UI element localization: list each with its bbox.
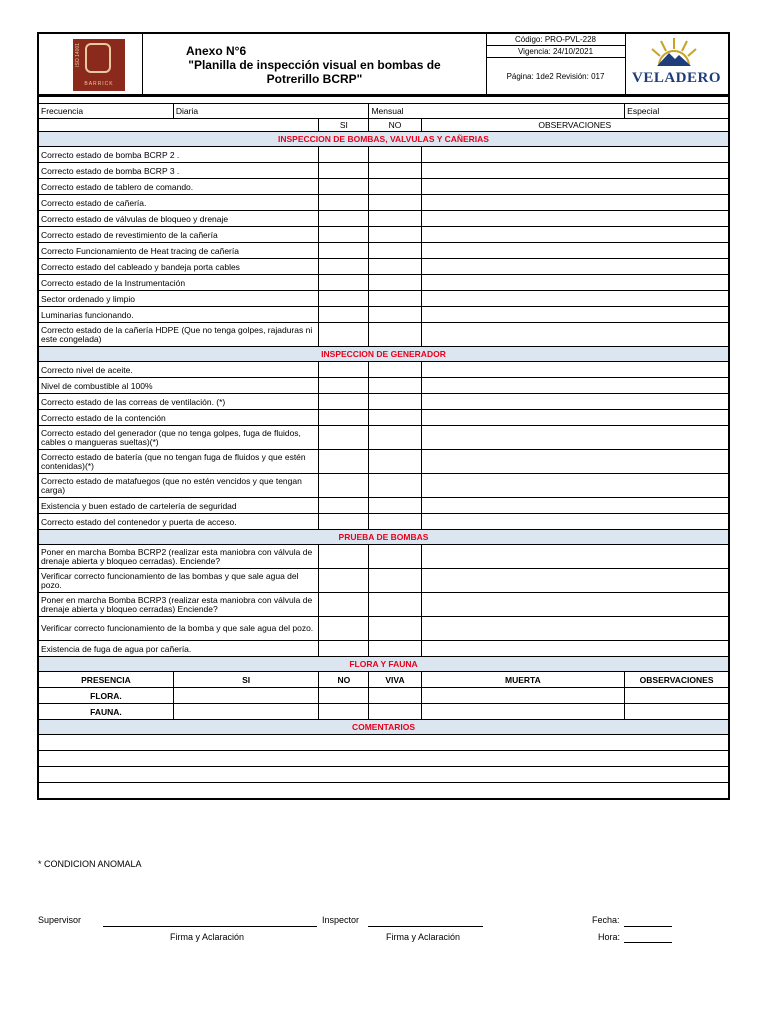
- comment-line[interactable]: [38, 735, 729, 751]
- checklist-row: [38, 641, 729, 657]
- fauna-alive-cell[interactable]: [369, 704, 421, 720]
- no-cell[interactable]: [369, 227, 421, 243]
- fauna-label: FAUNA.: [38, 704, 173, 720]
- no-cell[interactable]: [369, 195, 421, 211]
- checklist-item-label: Correcto estado del generador (que no tenga golpes, fuga de fluidos, cables o mangueras sueltas)(*): [38, 426, 319, 450]
- checklist-item-label: Sector ordenado y limpio: [38, 291, 319, 307]
- checklist-row: [38, 211, 729, 227]
- checklist-row: [38, 450, 729, 474]
- checklist-row: [38, 227, 729, 243]
- flora-fauna-section-header: [38, 657, 729, 672]
- no-cell[interactable]: [369, 275, 421, 291]
- checklist-row: [38, 498, 729, 514]
- no-cell[interactable]: [369, 514, 421, 530]
- ff-header-alive: VIVA: [369, 672, 421, 688]
- checklist-item-label: Verificar correcto funcionamiento de la bomba y que sale agua del pozo.: [38, 617, 319, 641]
- flora-yes-cell[interactable]: [173, 688, 318, 704]
- checklist-item-label: Correcto estado de revestimiento de la cañería: [38, 227, 319, 243]
- checklist-row: [38, 394, 729, 410]
- ff-header-yes: SI: [173, 672, 318, 688]
- observations-cell[interactable]: [421, 569, 729, 593]
- page-revision: Página: 1de2 Revisión: 017: [506, 72, 605, 81]
- yes-cell[interactable]: [319, 275, 369, 291]
- observations-cell[interactable]: [421, 426, 729, 450]
- inspection-form: [37, 32, 730, 800]
- comments-section-header: [38, 720, 729, 735]
- observations-cell[interactable]: [421, 410, 729, 426]
- yes-cell[interactable]: [319, 545, 369, 569]
- section-title: COMENTARIOS: [38, 720, 729, 735]
- checklist-row: [38, 362, 729, 378]
- yes-cell[interactable]: [319, 195, 369, 211]
- flora-no-cell[interactable]: [319, 688, 369, 704]
- yes-cell[interactable]: [319, 410, 369, 426]
- yes-cell[interactable]: [319, 378, 369, 394]
- fauna-observations-cell[interactable]: [625, 704, 729, 720]
- section-title: INSPECCION DE BOMBAS, VALVULAS Y CAÑERIAS: [38, 132, 729, 147]
- checklist-item-label: Correcto estado del cableado y bandeja porta cables: [38, 259, 319, 275]
- comment-line[interactable]: [38, 767, 729, 783]
- checklist-row: [38, 593, 729, 617]
- observations-cell[interactable]: [421, 498, 729, 514]
- observations-cell[interactable]: [421, 593, 729, 617]
- checklist-row: [38, 545, 729, 569]
- yes-cell[interactable]: [319, 569, 369, 593]
- checklist-row: [38, 323, 729, 347]
- checklist-item-label: Verificar correcto funcionamiento de las bombas y que sale agua del pozo.: [38, 569, 319, 593]
- checklist-item-label: Correcto estado de válvulas de bloqueo y drenaje: [38, 211, 319, 227]
- yes-cell[interactable]: [319, 147, 369, 163]
- no-cell[interactable]: [369, 617, 421, 641]
- yes-cell[interactable]: [319, 227, 369, 243]
- yes-cell[interactable]: [319, 641, 369, 657]
- no-header: NO: [369, 119, 421, 132]
- observations-cell[interactable]: [421, 275, 729, 291]
- form-title: "Planilla de inspección visual en bombas de Potrerillo BCRP": [188, 58, 441, 86]
- llama-emblem-icon: [85, 43, 111, 73]
- yes-cell[interactable]: [319, 243, 369, 259]
- yes-cell[interactable]: [319, 259, 369, 275]
- checklist-row: [38, 617, 729, 641]
- no-cell[interactable]: [369, 426, 421, 450]
- no-cell[interactable]: [369, 641, 421, 657]
- section-title: INSPECCION DE GENERADOR: [38, 347, 729, 362]
- no-cell[interactable]: [369, 450, 421, 474]
- section-title: PRUEBA DE BOMBAS: [38, 530, 729, 545]
- checklist-item-label: Correcto estado de la contención: [38, 410, 319, 426]
- observations-cell[interactable]: [421, 617, 729, 641]
- checklist-item-label: Correcto nivel de aceite.: [38, 362, 319, 378]
- time-label: Hora:: [598, 932, 621, 942]
- checklist-item-label: Luminarias funcionando.: [38, 307, 319, 323]
- veladero-logo: [625, 34, 728, 94]
- observations-cell[interactable]: [421, 514, 729, 530]
- checklist-item-label: Correcto estado de las correas de ventilación. (*): [38, 394, 319, 410]
- checklist-row: [38, 307, 729, 323]
- checklist-table: [37, 96, 730, 800]
- checklist-row: [38, 291, 729, 307]
- frequency-daily[interactable]: Diaria: [173, 104, 369, 119]
- ff-header-no: NO: [319, 672, 369, 688]
- observations-cell[interactable]: [421, 291, 729, 307]
- supervisor-signature-line[interactable]: [103, 926, 317, 927]
- fauna-dead-cell[interactable]: [421, 704, 625, 720]
- checklist-item-label: Correcto estado de bomba BCRP 3 .: [38, 163, 319, 179]
- title-cell: [142, 34, 487, 94]
- no-cell[interactable]: [369, 179, 421, 195]
- yes-cell[interactable]: [319, 307, 369, 323]
- checklist-row: [38, 275, 729, 291]
- observations-cell[interactable]: [421, 394, 729, 410]
- no-cell[interactable]: [369, 362, 421, 378]
- checklist-item-label: Correcto estado del contenedor y puerta de acceso.: [38, 514, 319, 530]
- observations-cell[interactable]: [421, 474, 729, 498]
- yes-cell[interactable]: [319, 291, 369, 307]
- checklist-row: [38, 426, 729, 450]
- checklist-item-label: Poner en marcha Bomba BCRP3 (realizar esta maniobra con válvula de drenaje abierta y bloqueo cerradas) Enciende?: [38, 593, 319, 617]
- inspector-signature-caption: Firma y Aclaración: [386, 932, 461, 942]
- yes-cell[interactable]: [319, 362, 369, 378]
- flora-alive-cell[interactable]: [369, 688, 421, 704]
- annex-number: Anexo N°6: [186, 44, 247, 58]
- checklist-row: [38, 163, 729, 179]
- no-cell[interactable]: [369, 545, 421, 569]
- anomaly-note: * CONDICION ANOMALA: [38, 859, 142, 869]
- observations-cell[interactable]: [421, 163, 729, 179]
- document-validity: Vigencia: 24/10/2021: [486, 46, 625, 58]
- flora-observations-cell[interactable]: [625, 688, 729, 704]
- checklist-item-label: Correcto estado de la cañería HDPE (Que no tenga golpes, rajaduras ni este congelada): [38, 323, 319, 347]
- frequency-row: [38, 104, 729, 119]
- ff-header-observations: OBSERVACIONES: [625, 672, 729, 688]
- checklist-row: [38, 259, 729, 275]
- observations-cell[interactable]: [421, 450, 729, 474]
- supervisor-label: Supervisor: [38, 915, 82, 925]
- comment-line[interactable]: [38, 783, 729, 800]
- yes-header: SI: [319, 119, 369, 132]
- fauna-no-cell[interactable]: [319, 704, 369, 720]
- comment-line[interactable]: [38, 751, 729, 767]
- no-cell[interactable]: [369, 259, 421, 275]
- ff-header-dead: MUERTA: [421, 672, 625, 688]
- observations-header: OBSERVACIONES: [421, 119, 729, 132]
- form-header: [37, 32, 730, 96]
- checklist-row: [38, 195, 729, 211]
- yes-cell[interactable]: [319, 498, 369, 514]
- section-header: [38, 530, 729, 545]
- observations-cell[interactable]: [421, 307, 729, 323]
- checklist-row: [38, 243, 729, 259]
- section-header: [38, 132, 729, 147]
- document-code: Código: PRO-PVL-228: [486, 34, 625, 46]
- yes-cell[interactable]: [319, 179, 369, 195]
- supervisor-signature-caption: Firma y Aclaración: [170, 932, 245, 942]
- checklist-item-label: Poner en marcha Bomba BCRP2 (realizar esta maniobra con válvula de drenaje abierta y bloqueo cerradas). Enciende?: [38, 545, 319, 569]
- no-cell[interactable]: [369, 307, 421, 323]
- iso-label: ISO 14001: [75, 43, 81, 67]
- observations-cell[interactable]: [421, 195, 729, 211]
- no-cell[interactable]: [369, 593, 421, 617]
- no-cell[interactable]: [369, 474, 421, 498]
- observations-cell[interactable]: [421, 323, 729, 347]
- checklist-item-label: Existencia de fuga de agua por cañería.: [38, 641, 319, 657]
- checklist-row: [38, 378, 729, 394]
- ff-header-presence: PRESENCIA: [38, 672, 173, 688]
- checklist-row: [38, 514, 729, 530]
- checklist-item-label: Correcto Funcionamiento de Heat tracing de cañería: [38, 243, 319, 259]
- checklist-item-label: Correcto estado de cañería.: [38, 195, 319, 211]
- fauna-row: [38, 704, 729, 720]
- checklist-item-label: Existencia y buen estado de cartelería de seguridad: [38, 498, 319, 514]
- yes-cell[interactable]: [319, 617, 369, 641]
- yes-cell[interactable]: [319, 426, 369, 450]
- brand-name: VELADERO: [631, 70, 721, 86]
- section-header: [38, 347, 729, 362]
- barrick-label: BARRICK: [84, 81, 114, 87]
- date-line[interactable]: [624, 926, 672, 927]
- no-cell[interactable]: [369, 147, 421, 163]
- column-header-row: [38, 119, 729, 132]
- sections-body: [38, 132, 729, 657]
- no-cell[interactable]: [369, 243, 421, 259]
- yes-cell[interactable]: [319, 394, 369, 410]
- flora-dead-cell[interactable]: [421, 688, 625, 704]
- observations-cell[interactable]: [421, 179, 729, 195]
- yes-cell[interactable]: [319, 474, 369, 498]
- yes-cell[interactable]: [319, 514, 369, 530]
- observations-cell[interactable]: [421, 641, 729, 657]
- flora-fauna-header-row: [38, 672, 729, 688]
- checklist-item-label: Correcto estado de batería (que no tengan fuga de fluidos y que estén contenidas)(*): [38, 450, 319, 474]
- observations-cell[interactable]: [421, 259, 729, 275]
- yes-cell[interactable]: [319, 211, 369, 227]
- document-info: [486, 34, 626, 94]
- no-cell[interactable]: [369, 323, 421, 347]
- observations-cell[interactable]: [421, 545, 729, 569]
- yes-cell[interactable]: [319, 593, 369, 617]
- observations-cell[interactable]: [421, 147, 729, 163]
- no-cell[interactable]: [369, 291, 421, 307]
- observations-cell[interactable]: [421, 211, 729, 227]
- no-cell[interactable]: [369, 211, 421, 227]
- observations-cell[interactable]: [421, 227, 729, 243]
- yes-cell[interactable]: [319, 163, 369, 179]
- inspector-signature-line[interactable]: [368, 926, 483, 927]
- observations-cell[interactable]: [421, 378, 729, 394]
- no-cell[interactable]: [369, 569, 421, 593]
- barrick-logo: [73, 39, 125, 91]
- checklist-item-label: Correcto estado de bomba BCRP 2 .: [38, 147, 319, 163]
- checklist-row: [38, 179, 729, 195]
- checklist-row: [38, 474, 729, 498]
- checklist-row: [38, 147, 729, 163]
- section-title: FLORA Y FAUNA: [38, 657, 729, 672]
- frequency-monthly[interactable]: Mensual: [369, 104, 625, 119]
- sun-icon: [649, 37, 699, 67]
- checklist-row: [38, 410, 729, 426]
- no-cell[interactable]: [369, 410, 421, 426]
- date-label: Fecha:: [592, 915, 620, 925]
- no-cell[interactable]: [369, 378, 421, 394]
- checklist-item-label: Correcto estado de la Instrumentación: [38, 275, 319, 291]
- frequency-special[interactable]: Especial: [625, 104, 729, 119]
- observations-cell[interactable]: [421, 243, 729, 259]
- flora-row: [38, 688, 729, 704]
- checklist-row: [38, 569, 729, 593]
- time-line[interactable]: [624, 942, 672, 943]
- observations-cell[interactable]: [421, 362, 729, 378]
- flora-label: FLORA.: [38, 688, 173, 704]
- checklist-item-label: Correcto estado de tablero de comando.: [38, 179, 319, 195]
- checklist-item-label: Nivel de combustible al 100%: [38, 378, 319, 394]
- fauna-yes-cell[interactable]: [173, 704, 318, 720]
- frequency-label: Frecuencia: [38, 104, 173, 119]
- no-cell[interactable]: [369, 394, 421, 410]
- inspector-label: Inspector: [322, 915, 360, 925]
- no-cell[interactable]: [369, 498, 421, 514]
- no-cell[interactable]: [369, 163, 421, 179]
- checklist-item-label: Correcto estado de matafuegos (que no estén vencidos y que tengan carga): [38, 474, 319, 498]
- yes-cell[interactable]: [319, 323, 369, 347]
- barrick-logo-cell: [39, 34, 143, 94]
- yes-cell[interactable]: [319, 450, 369, 474]
